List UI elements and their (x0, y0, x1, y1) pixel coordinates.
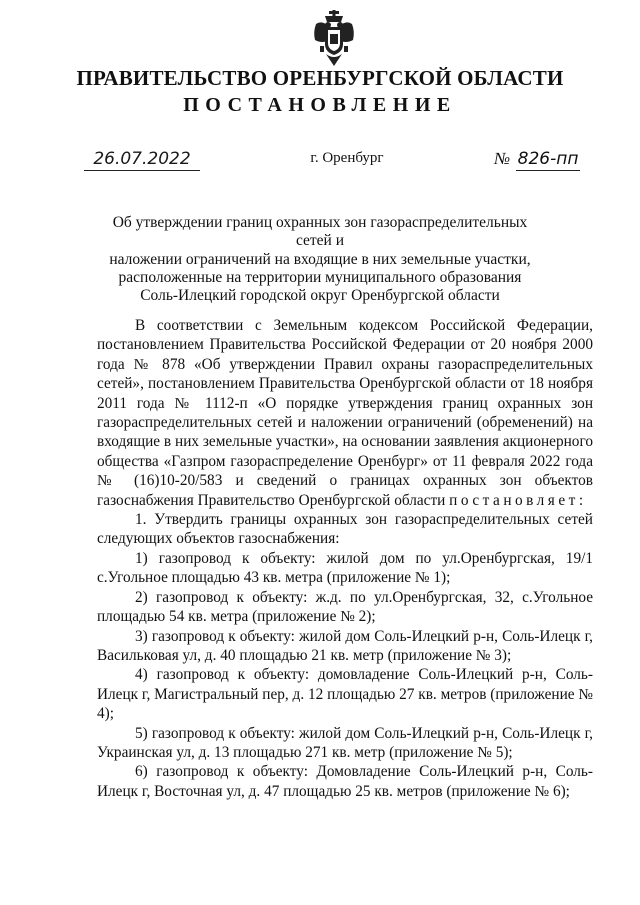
document-title (100, 214, 540, 305)
coat-of-arms-icon (312, 10, 356, 68)
document-body (97, 316, 593, 801)
preamble-paragraph (97, 316, 593, 510)
document-date: 26.07.2022 (84, 148, 200, 171)
subitem-paragraph: 1) газопровод к объекту: жилой дом по ул.Оренбургская, 19/1 с.Угольное площадью 43 кв. метра (приложение № 1); (97, 549, 593, 587)
title-line: расположенные на территории муниципального образования (118, 268, 522, 286)
document-type: ПОСТАНОВЛЕНИЕ (183, 94, 457, 116)
organization-name: ПРАВИТЕЛЬСТВО ОРЕНБУРГСКОЙ ОБЛАСТИ (76, 66, 564, 90)
number-label: № (494, 149, 511, 168)
subitem-paragraph: 2) газопровод к объекту: ж.д. по ул.Оренбургская, 32, с.Угольное площадью 54 кв. метра (приложение № 2); (97, 588, 593, 626)
subitem-paragraph: 4) газопровод к объекту: домовладение Соль-Илецкий р-н, Соль-Илецк г, Магистральный пер, д. 12 площадью 27 кв. метров (приложение № 4); (97, 666, 594, 723)
title-line: Об утверждении границ охранных зон газораспределительных сетей и (112, 214, 528, 250)
subitem-paragraph: 5) газопровод к объекту: жилой дом Соль-Илецкий р-н, Соль-Илецк г, Украинская ул, д. 13 площадью 271 кв. метр (приложение № 5); (97, 724, 593, 761)
document-number (494, 148, 604, 171)
subitem-paragraph: 6) газопровод к объекту: Домовладение Соль-Илецкий р-н, Соль-Илецк г, Восточная ул, д. 47 площадью 25 кв. метров (приложение № 6); (97, 763, 593, 800)
document-city: г. Оренбург (310, 150, 384, 166)
subitem-paragraph: 3) газопровод к объекту: жилой дом Соль-Илецкий р-н, Соль-Илецк г, Васильковая ул, д. 40 площадью 21 кв. метр (приложение № 3); (97, 627, 593, 664)
preamble-keyword: постановляет: (449, 491, 587, 509)
title-line: наложении ограничений на входящие в них земельные участки, (109, 250, 531, 268)
item-1-paragraph: 1. Утвердить границы охранных зон газораспределительных сетей следующих объектов газоснабжения: (97, 511, 593, 548)
title-line: Соль-Илецкий городской округ Оренбургской области (140, 287, 500, 305)
number-value: 826-пп (517, 149, 579, 169)
preamble-text: В соответствии с Земельным кодексом Российской Федерации, постановлением Правительства Российской Федерации от 20 ноября 2000 года № 878 «Об утверждении Правил охраны газораспределительных сетей», постановлением Правительства Оренбургской области от 18 ноября 2011 года № 1112-п «О порядке утверждения границ охранных зон газораспределительных сетей и наложении ограничений (обременений) на входящие в них земельные участки», на основании заявления акционерного общества «Газпром газораспределение Оренбург» от 11 февраля 2022 года № (16)10-20/583 и сведений о границах охранных зон объектов газоснабжения Правительство Оренбургской области (97, 317, 593, 509)
